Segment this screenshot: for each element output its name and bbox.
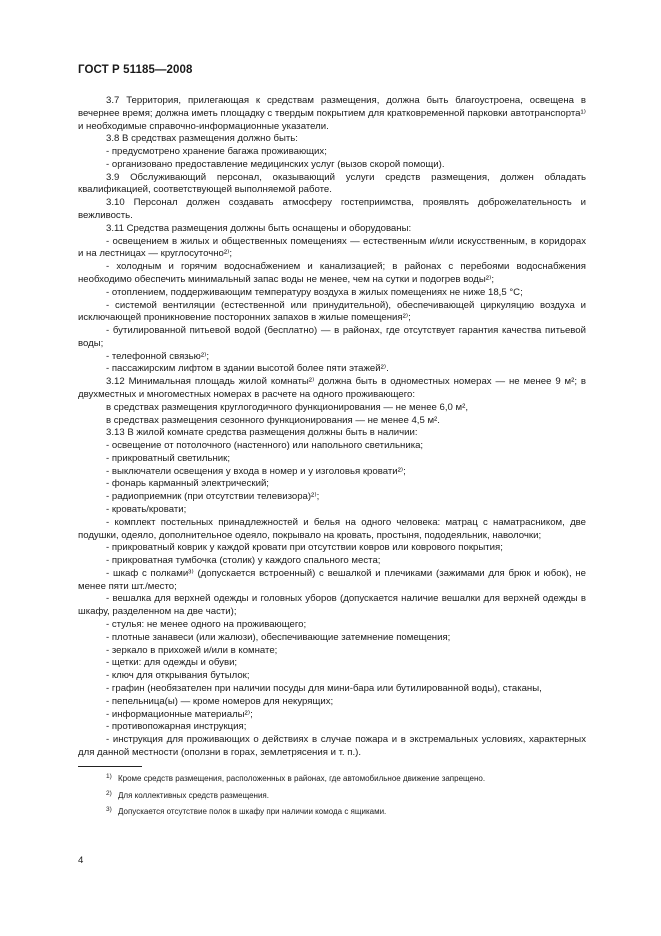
paragraph-3-11: 3.11 Средства размещения должны быть оснащены и оборудованы: xyxy=(106,222,412,234)
list-item: - плотные занавеси (или жалюзи), обеспечивающие затемнение помещения; xyxy=(106,631,451,643)
list-item: - ключ для открывания бутылок; xyxy=(106,670,250,682)
list-item: - холодным и горячим водоснабжением и канализацией; в районах с перебоями водоснабжения необходимо обеспечить минимальный запас воды не менее, чем на сутки и подогрев воды²⁾; xyxy=(78,261,586,285)
list-item: - стулья: не менее одного на проживающего; xyxy=(106,619,307,631)
list-item: - выключатели освещения у входа в номер и у изголовья кровати²⁾; xyxy=(106,465,406,477)
list-item: - пепельница(ы) — кроме номеров для некурящих; xyxy=(106,695,334,707)
paragraph-3-12: 3.12 Минимальная площадь жилой комнаты²⁾ должна быть в одноместных номерах — не менее 9 м²; в двухместных и многоместных номерах в расчете на одного проживающего: xyxy=(78,376,586,400)
list-item: - информационные материалы²⁾; xyxy=(106,708,253,720)
footnotes xyxy=(106,771,576,821)
list-item: - прикроватный светильник; xyxy=(106,452,231,464)
list-item: - щетки: для одежды и обуви; xyxy=(106,657,238,669)
list-item: - графин (необязателен при наличии посуды для мини-бара или бутилированной воды), стаканы, xyxy=(106,682,542,694)
list-item: - телефонной связью²⁾; xyxy=(106,350,210,362)
footnote-text: Кроме средств размещения, расположенных в районах, где автомобильное движение запрещено. xyxy=(118,774,486,783)
paragraph-3-13: 3.13 В жилой комнате средства размещения должны быть в наличии: xyxy=(106,427,418,439)
list-item: - предусмотрено хранение багажа проживающих; xyxy=(106,146,327,158)
footnote-3: $^{3)}$ Допускается отсутствие полок в шкафу при наличии комода с ящиками. xyxy=(106,806,387,816)
page-number: 4 xyxy=(78,855,84,866)
list-item: - комплект постельных принадлежностей и белья на одного человека: матрац с наматрасником, две подушки, одеяло, дополнительное одеяло, покрывало на кровать, простыня, пододеяльник, наволочки; xyxy=(78,516,586,541)
footnote-divider xyxy=(78,766,142,767)
paragraph-3-10: 3.10 Персонал должен создавать атмосферу гостеприимства, проявлять доброжелательность и вежливость. xyxy=(78,197,586,222)
footnote-2: $^{2)}$ Для коллективных средств размещения. xyxy=(106,789,269,800)
list-item: - прикроватная тумбочка (столик) у каждого спального места; xyxy=(106,555,381,567)
paragraph-line: в средствах размещения круглогодичного функционирования — не менее 6,0 м², xyxy=(106,401,468,413)
footnote-text: Для коллективных средств размещения. xyxy=(118,790,269,800)
list-item: - зеркало в прихожей и/или в комнате; xyxy=(106,644,278,656)
list-item: - системой вентиляции (естественной или принудительной), обеспечивающей циркуляцию воздуха и исключающей проникновение посторонних запахов в жилые помещения²⁾; xyxy=(78,299,586,324)
list-item: - бутилированной питьевой водой (бесплатно) — в районах, где отсутствует гарантия качества питьевой воды; xyxy=(78,325,586,349)
paragraph-3-8: 3.8 В средствах размещения должно быть: xyxy=(106,133,298,145)
footnote-1: $^{1)}$ Кроме средств размещения, расположенных в районах, где автомобильное движение запрещено. xyxy=(106,773,486,783)
list-item: - пассажирским лифтом в здании высотой более пяти этажей²⁾. xyxy=(106,363,389,375)
list-item: - отоплением, поддерживающим температуру воздуха в жилых помещениях не ниже 18,5 °С; xyxy=(106,286,523,298)
list-item: - фонарь карманный электрический; xyxy=(106,478,269,490)
paragraph-line: в средствах размещения сезонного функционирования — не менее 4,5 м². xyxy=(106,414,440,426)
list-item: - прикроватный коврик у каждой кровати при отсутствии ковров или коврового покрытия; xyxy=(106,542,503,554)
list-item: - организовано предоставление медицинских услуг (вызов скорой помощи). xyxy=(106,158,445,170)
page-header: ГОСТ Р 51185—2008 xyxy=(78,64,193,76)
list-item: - радиоприемник (при отсутствии телевизора)²⁾; xyxy=(106,491,320,503)
main-content xyxy=(78,95,586,760)
list-item: - противопожарная инструкция; xyxy=(106,721,247,733)
list-item: - кровать/кровати; xyxy=(106,504,187,515)
footnote-text: Допускается отсутствие полок в шкафу при наличии комода с ящиками. xyxy=(118,807,387,816)
list-item: - освещение от потолочного (настенного) или напольного светильника; xyxy=(106,440,424,452)
paragraph-3-7: 3.7 Территория, прилегающая к средствам размещения, должна быть благоустроена, освещена в вечернее время; должна иметь площадку с твердым покрытием для кратковременной парковки автотранспорта¹⁾ и необходимые справочно-информационные указатели. xyxy=(78,95,586,132)
list-item: - шкаф с полками³⁾ (допускается встроенный) с вешалкой и плечиками (зажимами для брюк и юбок), не менее пяти шт./место; xyxy=(78,567,586,592)
paragraph-3-9: 3.9 Обслуживающий персонал, оказывающий услуги средств размещения, должен обладать квалификацией, соответствующей выполняемой работе. xyxy=(78,171,586,196)
list-item: - инструкция для проживающих о действиях в случае пожара и в экстремальных условиях, характерных для данной местности (оползни в горах, землетрясения и т. п.). xyxy=(78,734,586,758)
list-item: - вешалка для верхней одежды и головных уборов (допускается наличие вешалки для верхней одежды в шкафу, разделенном на две части); xyxy=(78,593,586,618)
list-item: - освещением в жилых и общественных помещениях — естественным и/или искусственным, в коридорах и на лестницах — круглосуточно²⁾; xyxy=(78,235,586,260)
